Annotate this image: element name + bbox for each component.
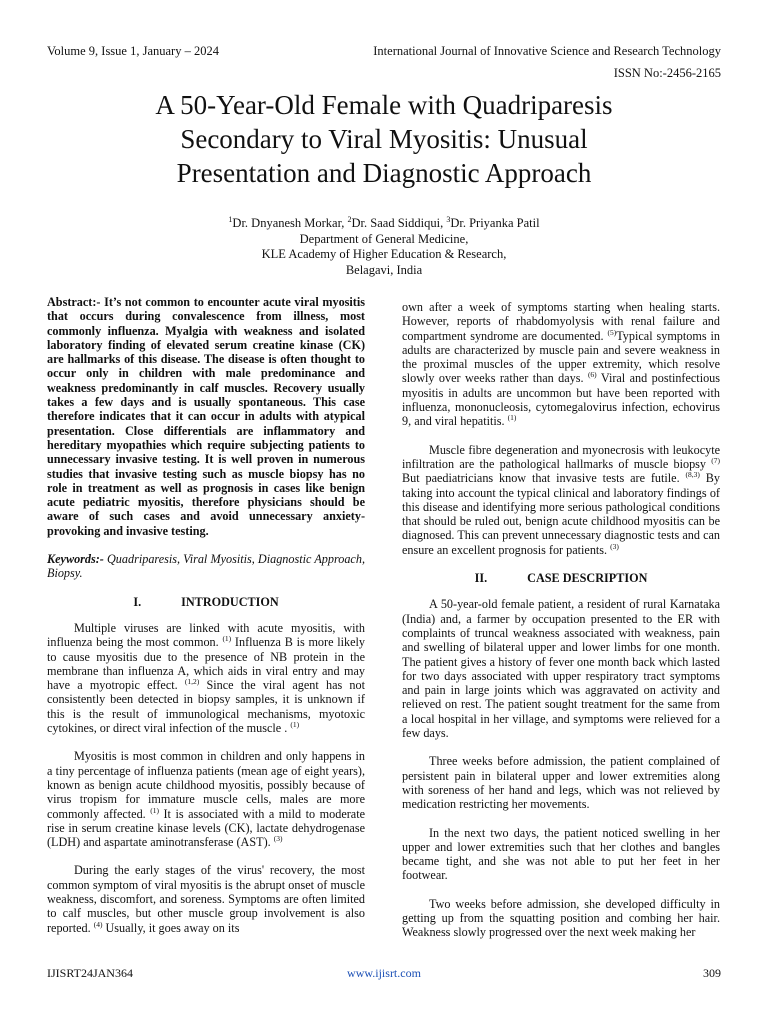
author-block — [100, 212, 668, 278]
footer-article-id: IJISRT24JAN364 — [47, 966, 133, 980]
left-column — [47, 295, 365, 949]
footer-url-link[interactable]: www.ijisrt.com — [347, 966, 421, 980]
author-department: Department of General Medicine, — [299, 231, 469, 246]
text-run: Muscle fibre degeneration and myonecrosis with leukocyte infiltration are the pathological hallmarks of muscle biopsy — [402, 442, 720, 471]
paper-title — [60, 88, 708, 190]
journal-name: International Journal of Innovative Science and Research Technology — [373, 44, 721, 58]
section-number: I. — [133, 594, 142, 609]
keywords — [47, 552, 365, 581]
keywords-label: Keywords:- — [47, 552, 104, 567]
journal-issn: ISSN No:-2456-2165 — [613, 66, 721, 80]
citation: (1) — [507, 413, 517, 423]
text-run: Influenza B is more likely to cause myositis due to the presence of NB protein in the membrane than influenza A, which aids in viral entry and may have a myotropic effect. — [47, 635, 365, 693]
citation: (8,3) — [685, 470, 700, 480]
paragraph — [47, 749, 365, 849]
text-run: Since the viral agent has not consistently been detected in biopsy samples, it is unknown if this is the result of immunological mechanisms, myotoxic cytokines, or direct viral infection of the muscle . — [47, 678, 365, 736]
paragraph: In the next two days, the patient noticed swelling in her upper and lower extremities such that her clothes and bangles became tight, and she was not able to put her feet in her footwear. — [402, 825, 720, 883]
abstract — [47, 295, 365, 538]
text-run: By taking into account the typical clinical and laboratory findings of this disease and identifying more serious pathological conditions that should be ruled out, benign acute childhood myositis can be diagnosed. This can prevent unnecessary diagnostic tests and can ensure an excellent prognosis for patients. — [402, 471, 720, 557]
text-run: own after a week of symptoms starting when healing starts. However, reports of rhabdomyolysis with renal failure and compartment syndrome are documented. — [402, 300, 720, 343]
section-number: II. — [474, 571, 488, 586]
citation: (1) — [290, 719, 300, 729]
paragraph — [47, 621, 365, 735]
paragraph: Three weeks before admission, the patient complained of persistent pain in bilateral upper and lower extremities along with soreness of her hand and legs, which was not relieved by medication restricting her movements. — [402, 754, 720, 812]
section-heading-introduction — [47, 595, 365, 609]
footer-page-number: 309 — [703, 966, 721, 980]
author-affil-mark: 1 — [228, 215, 233, 224]
paragraph: Two weeks before admission, she developed difficulty in getting up from the squatting position and combing her hair. Weakness slowly progressed over the next week making her — [402, 896, 720, 940]
author-name: Dr. Saad Siddiqui, — [351, 216, 447, 231]
author-list — [100, 212, 668, 232]
section-heading-case-description — [402, 571, 720, 585]
author-affil-mark: 3 — [446, 215, 451, 224]
author-name: Dr. Priyanka Patil — [450, 216, 540, 231]
text-run: Usually, it goes away on its — [102, 920, 240, 935]
section-title: CASE DESCRIPTION — [527, 571, 648, 586]
author-institution: KLE Academy of Higher Education & Research, — [261, 247, 507, 262]
citation: (3) — [273, 834, 283, 844]
citation: (1) — [222, 634, 232, 644]
citation: (6) — [587, 370, 597, 380]
paragraph — [402, 443, 720, 557]
title-line: A 50-Year-Old Female with Quadriparesis — [155, 90, 613, 120]
text-run: During the early stages of the virus' recovery, the most common symptom of viral myositis is the abrupt onset of muscle weakness, discomfort, and soreness. Symptoms are often limited to calf muscles, but other muscle group involvement is also reported. — [47, 863, 365, 935]
text-run: Multiple viruses are linked with acute myositis, with influenza being the most common. — [47, 620, 365, 650]
author-name: Dr. Dnyanesh Morkar, — [232, 216, 348, 231]
journal-volume: Volume 9, Issue 1, January – 2024 — [47, 44, 219, 58]
text-run: Typical symptoms in adults are characterized by muscle pain and severe weakness in the proximal muscles of the upper extremity, which resolve slowly over weeks rather than days. — [402, 328, 720, 386]
author-location: Belagavi, India — [345, 262, 423, 277]
text-run: But paediatricians know that invasive tests are futile. — [402, 471, 686, 486]
paragraph: A 50-year-old female patient, a resident of rural Karnataka (India) and, a farmer by occupation presented to the ER with complaints of truncal weakness associated with weakness, pain and swelling of bilateral upper and lower limbs for one month. The patient gives a history of fever one month back which lasted for two days associated with upper respiratory tract symptoms and pain in large joints which was aggravated on activity and relieved on rest. The patient sought treatment for the same from a local hospital in her village, and symptoms were relieved for a few days. — [402, 597, 720, 741]
citation: (7) — [711, 455, 720, 465]
abstract-text: It’s not common to encounter acute viral myositis that occurs during convalescence from illness, most commonly influenza. Myalgia with weakness and isolated laboratory finding of elevated serum creatine kinase (CK) are hallmarks of this disease. The disease is often thought to occur only in children with male predominance and weakness predominantly in calf muscles. Recovery usually takes a few days and is usually spontaneous. This case therefore indicates that it can occur in adults with atypical presentation. Close differentials are inflammatory and hereditary myopathies which require subjecting patients to unnecessary invasive testing. It is well proven in numerous studies that invasive testing such as muscle biopsy has no role in treatment as well as prognosis in cases like benign acute pediatric myositis, therefore physicians should be aware of such cases and avoid unnecessary anxiety-provoking and invasive testing. — [47, 295, 365, 538]
right-column — [402, 300, 720, 954]
footer-center — [0, 966, 768, 981]
keywords-text: Quadriparesis, Viral Myositis, Diagnostic Approach, Biopsy. — [47, 552, 365, 581]
citation: (4) — [93, 919, 103, 929]
citation: (1,2) — [184, 677, 200, 687]
section-title: INTRODUCTION — [181, 594, 279, 609]
text-run: Viral and postinfectious myositis in adults are uncommon but have been reported with influenza, mononucleosis, cytomegalovirus infection, echovirus 9, and viral hepatitis. — [402, 371, 721, 429]
citation: (5) — [607, 327, 617, 337]
text-run: It is associated with a mild to moderate rise in serum creatine kinase levels (CK), lactate dehydrogenase (LDH) and aspartate aminotransferase (AST). — [47, 806, 365, 850]
title-line: Presentation and Diagnostic Approach — [176, 158, 592, 188]
text-run: Myositis is most common in children and only happens in a tiny percentage of influenza patients (mean age of eight years), known as benign acute childhood myositis, possibly because of virus tropism for immature muscle cells, males are more commonly affected. — [47, 749, 365, 821]
title-line: Secondary to Viral Myositis: Unusual — [180, 124, 588, 154]
citation: (3) — [610, 541, 619, 551]
paragraph — [47, 863, 365, 934]
citation: (1) — [150, 805, 159, 815]
paragraph — [402, 300, 720, 429]
abstract-label: Abstract:- — [47, 295, 101, 309]
author-affil-mark: 2 — [347, 215, 352, 224]
